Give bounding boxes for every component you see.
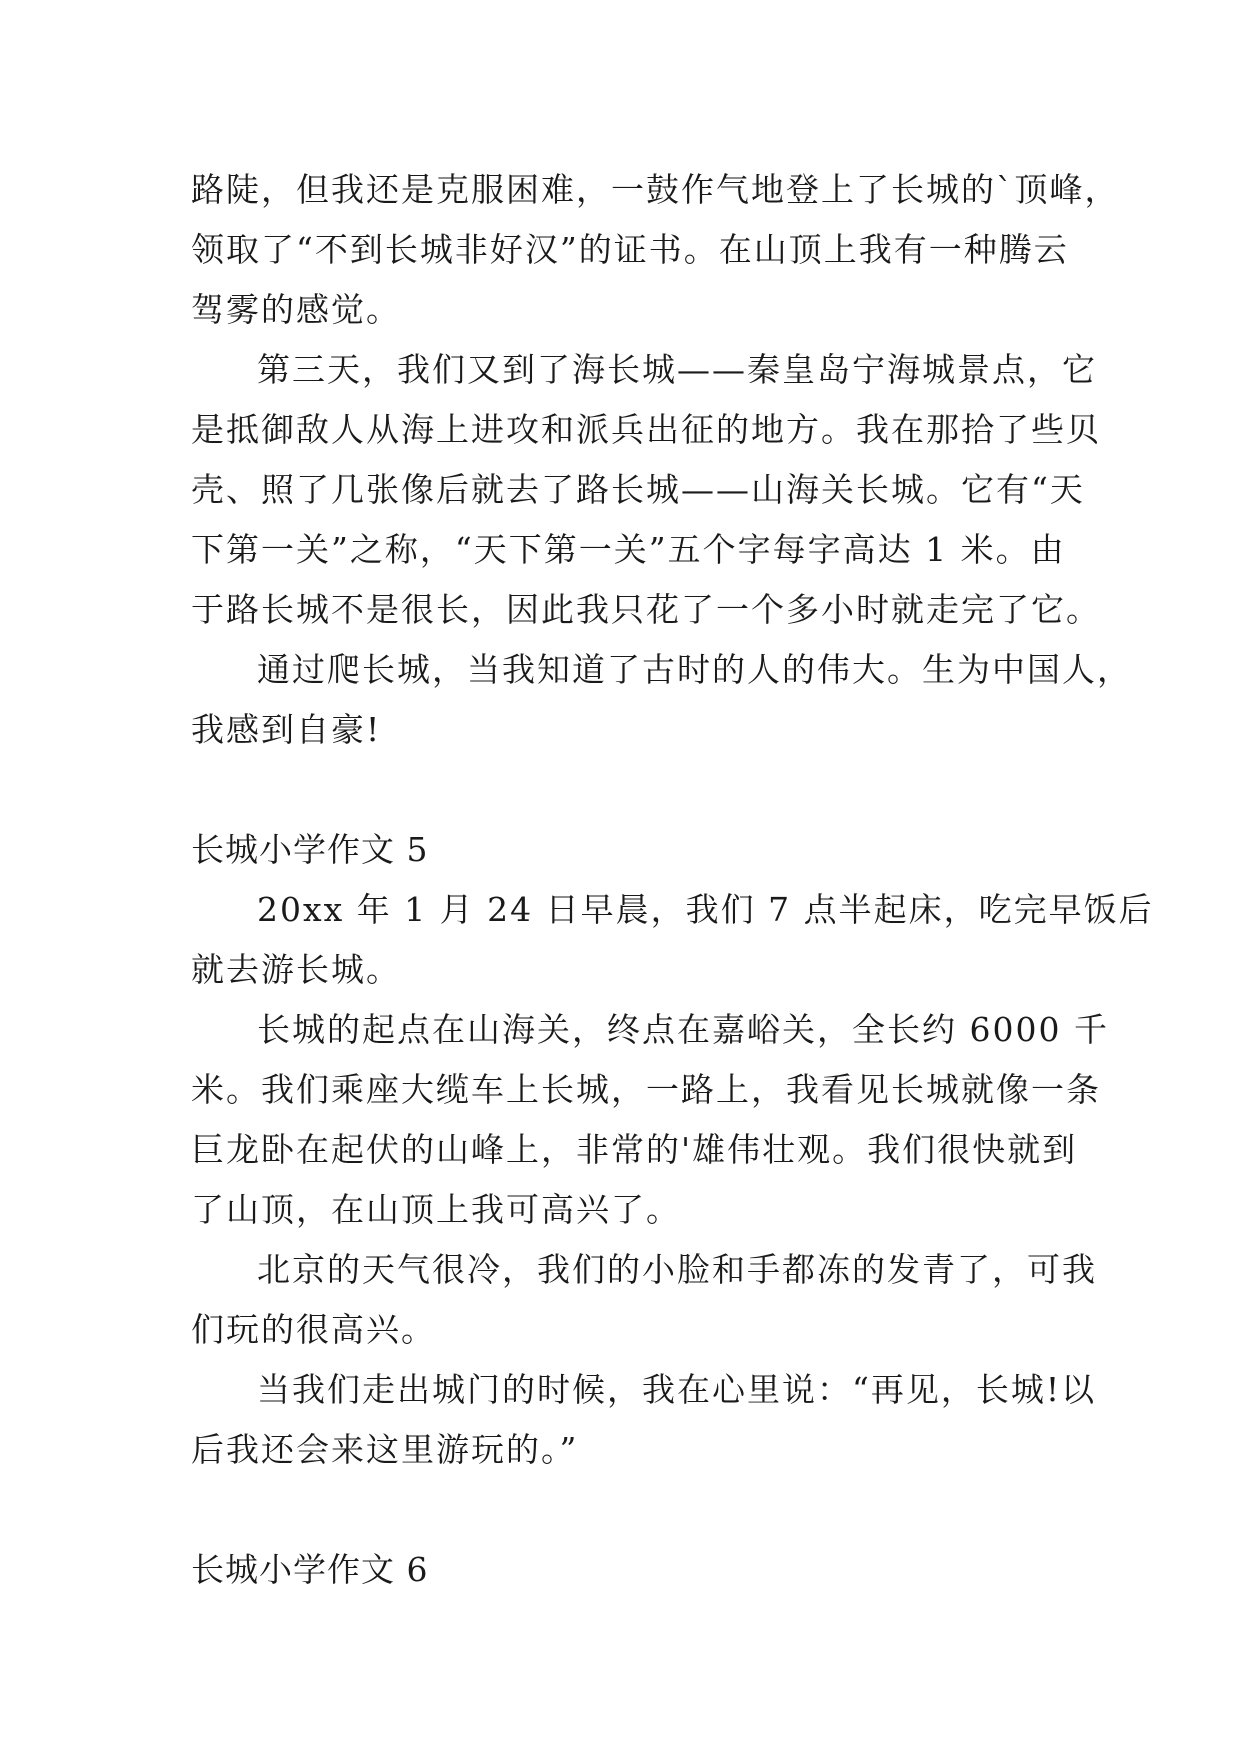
text-line: 驾雾的感觉。 [191, 290, 401, 329]
text-line: 北京的天气很冷，我们的小脸和手都冻的发青了，可我 [257, 1250, 1097, 1289]
text-line: 20xx 年 1 月 24 日早晨，我们 7 点半起床，吃完早饭后 [257, 890, 1154, 929]
text-line: 通过爬长城，当我知道了古时的人的伟大。生为中国人， [257, 650, 1132, 689]
paragraph-third-day [191, 340, 1101, 640]
text-line: 巨龙卧在起伏的山峰上，非常的'雄伟壮观。我们很快就到 [191, 1130, 1078, 1169]
paragraph-weather [191, 1240, 1097, 1360]
text-line: 就去游长城。 [191, 950, 401, 989]
spacer [191, 1480, 1071, 1540]
text-line: 于路长城不是很长，因此我只花了一个多小时就走完了它。 [191, 590, 1101, 629]
text-line: 下第一关”之称，“天下第一关”五个字每字高达 1 米。由 [191, 530, 1066, 569]
essay-heading-6: 长城小学作文 6 [191, 1550, 429, 1589]
text-line: 我感到自豪! [191, 710, 382, 749]
paragraph-farewell [191, 1360, 1097, 1480]
paragraph-summit [191, 160, 1120, 340]
text-line: 壳、照了几张像后就去了路长城——山海关长城。它有“天 [191, 470, 1085, 509]
text-line: 长城的起点在山海关，终点在嘉峪关，全长约 6000 千 [257, 1010, 1109, 1049]
text-line: 领取了“不到长城非好汉”的证书。在山顶上我有一种腾云 [191, 230, 1069, 269]
paragraph-great-wall [191, 1000, 1109, 1240]
document-body [191, 160, 1154, 1600]
paragraph-morning [191, 880, 1154, 1000]
text-line: 们玩的很高兴。 [191, 1310, 436, 1349]
spacer [191, 760, 1071, 820]
paragraph-conclusion [191, 640, 1132, 760]
text-line: 了山顶，在山顶上我可高兴了。 [191, 1190, 681, 1229]
essay-heading-5: 长城小学作文 5 [191, 830, 429, 869]
text-line: 第三天，我们又到了海长城——秦皇岛宁海城景点，它 [257, 350, 1097, 389]
text-line: 当我们走出城门的时候，我在心里说：“再见，长城!以 [257, 1370, 1097, 1409]
text-line: 米。我们乘座大缆车上长城，一路上，我看见长城就像一条 [191, 1070, 1101, 1109]
text-line: 是抵御敌人从海上进攻和派兵出征的地方。我在那拾了些贝 [191, 410, 1101, 449]
text-line: 后我还会来这里游玩的。” [191, 1430, 579, 1469]
text-line: 路陡，但我还是克服困难，一鼓作气地登上了长城的`顶峰， [191, 170, 1120, 209]
